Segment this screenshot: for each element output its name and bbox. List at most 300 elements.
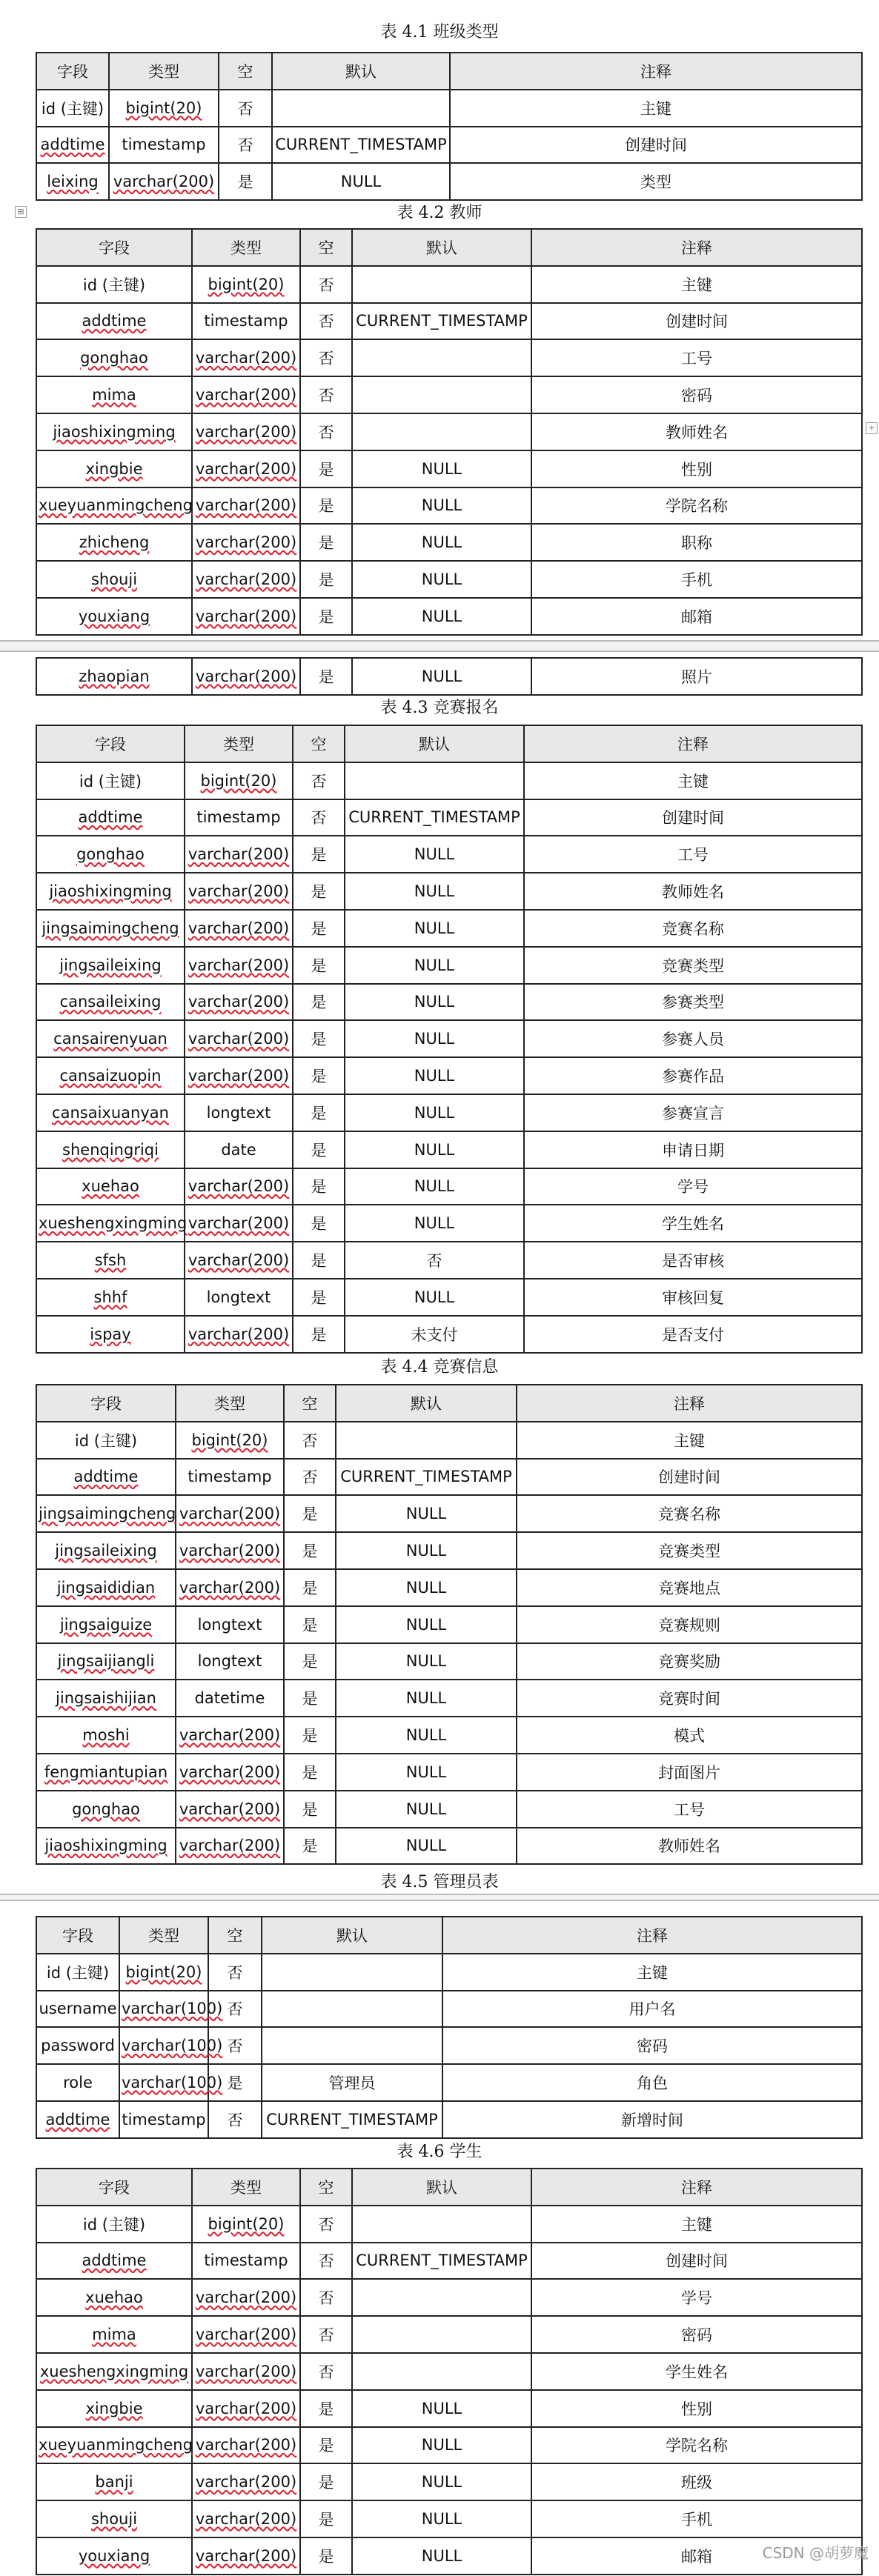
- table-cell: [524, 1279, 862, 1316]
- cell-text: NULL: [405, 1542, 447, 1560]
- cell-text: 工号: [674, 1800, 705, 1819]
- column-header: 类型: [192, 229, 300, 266]
- table-cell: [336, 1717, 517, 1754]
- table-cell: [517, 1680, 862, 1717]
- table-cell: [36, 762, 185, 799]
- cell-text: varchar(200): [195, 386, 297, 405]
- column-header: 字段: [36, 229, 192, 266]
- cell-text: NULL: [421, 667, 462, 685]
- cell-text: longtext: [206, 1103, 271, 1122]
- table-cell: [284, 1791, 336, 1828]
- table-cell: [300, 413, 352, 450]
- table-move-handle-icon[interactable]: ⊞: [15, 206, 27, 218]
- table-cell: [531, 2243, 862, 2280]
- table-cell: [284, 1569, 336, 1606]
- column-header: 空: [300, 2169, 352, 2206]
- table-cell: [36, 1643, 176, 1680]
- table-cell: [284, 1680, 336, 1717]
- table-cell: [192, 2390, 300, 2427]
- table-cell: [524, 1205, 862, 1242]
- table-cell: [109, 127, 219, 164]
- cell-text: 类型: [640, 173, 671, 192]
- table-cell: [300, 658, 352, 695]
- cell-text: 学院名称: [666, 2437, 728, 2455]
- table-cell: [36, 2316, 192, 2353]
- table-cell: [531, 2463, 862, 2500]
- table-cell: [300, 2463, 352, 2500]
- table-cell: [352, 2206, 531, 2243]
- cell-text: varchar(100): [122, 2074, 223, 2092]
- table-cell: [176, 1606, 284, 1643]
- cell-text: varchar(200): [195, 607, 297, 625]
- table-cell: [300, 2243, 352, 2280]
- cell-text: shouji: [90, 570, 138, 589]
- cell-text: 否: [318, 2363, 334, 2381]
- cell-text: date: [221, 1140, 256, 1159]
- cell-text: 否: [318, 387, 334, 405]
- cell-text: 封面图片: [658, 1763, 720, 1782]
- table-cell: [185, 799, 293, 836]
- cell-text: NULL: [414, 1214, 455, 1233]
- cell-text: NULL: [405, 1689, 447, 1708]
- cell-text: 是: [311, 1031, 327, 1049]
- table-cell: [36, 799, 185, 836]
- cell-text: xuehao: [85, 2289, 143, 2307]
- cell-text: 否: [311, 809, 327, 828]
- cell-text: varchar(200): [195, 2362, 297, 2380]
- table-cell: [219, 127, 272, 164]
- cell-text: 手机: [681, 2511, 712, 2529]
- column-header: 注释: [524, 725, 862, 762]
- table-cell: [36, 2463, 192, 2500]
- table-cell: [36, 2101, 119, 2138]
- table-cell: [284, 1606, 336, 1643]
- table-cell: [192, 266, 300, 303]
- table-row: [36, 836, 862, 873]
- table-cell: [36, 1495, 176, 1532]
- table-row: [36, 2243, 862, 2280]
- cell-text: NULL: [414, 993, 455, 1011]
- table-cell: [524, 799, 862, 836]
- table-cell: [262, 1991, 442, 2028]
- table-cell: [293, 1205, 345, 1242]
- table-cell: [109, 163, 219, 200]
- cell-text: mima: [92, 2326, 136, 2344]
- cell-text: NULL: [421, 607, 462, 625]
- table-row: [36, 762, 862, 799]
- cell-text: 手机: [681, 571, 712, 590]
- table-cell: [176, 1717, 284, 1754]
- cell-text: NULL: [421, 570, 462, 589]
- table-cell: [36, 2064, 119, 2101]
- cell-text: shhf: [93, 1288, 127, 1306]
- cell-text: leixing: [47, 173, 99, 191]
- cell-text: 是: [318, 2474, 334, 2492]
- table-cell: [352, 2537, 531, 2575]
- table-cell: [300, 2537, 352, 2575]
- cell-text: 竞赛奖励: [658, 1653, 720, 1671]
- table-cell: [352, 2353, 531, 2390]
- table-cell: [300, 339, 352, 376]
- table-cell: [293, 947, 345, 984]
- table-row: [36, 873, 862, 910]
- cell-text: NULL: [421, 2546, 462, 2565]
- table-row: [36, 266, 862, 303]
- cell-text: 否: [237, 99, 253, 118]
- cell-text: varchar(200): [188, 1177, 290, 1196]
- cell-text: 教师姓名: [666, 423, 728, 442]
- cell-text: 创建时间: [666, 313, 728, 331]
- table-cell: [36, 127, 109, 164]
- table-cell: [176, 1643, 284, 1680]
- cell-text: jiaoshixingming: [44, 1837, 167, 1855]
- cell-text: varchar(200): [195, 2326, 297, 2344]
- table-cell: [345, 947, 524, 984]
- cell-text: 职称: [681, 534, 712, 553]
- cell-text: NULL: [414, 956, 455, 974]
- cell-text: CURRENT_TIMESTAMP: [356, 2251, 528, 2270]
- table-cell: [192, 2279, 300, 2316]
- cell-text: 否: [227, 1963, 243, 1982]
- table-row: [36, 2463, 862, 2500]
- cell-text: varchar(200): [195, 570, 297, 589]
- table-cell: [352, 266, 531, 303]
- table-cell: [119, 2101, 208, 2138]
- cell-text: NULL: [405, 1763, 447, 1781]
- table-cell: [517, 1459, 862, 1496]
- cell-text: 工号: [677, 846, 709, 865]
- table-cell: [293, 1242, 345, 1279]
- column-header: 默认: [352, 229, 531, 266]
- table-cell: [185, 1168, 293, 1205]
- cell-text: NULL: [405, 1837, 447, 1855]
- table-cell: [531, 658, 862, 695]
- table-cell: [36, 658, 192, 695]
- table-cell: [345, 1057, 524, 1094]
- cell-text: 是: [302, 1579, 318, 1597]
- cell-text: 是: [318, 2400, 334, 2418]
- cell-text: 否: [318, 2326, 334, 2345]
- table-cell: [517, 1828, 862, 1865]
- table-cell: [284, 1828, 336, 1865]
- table-cell: [192, 658, 300, 695]
- table-cell: [531, 2316, 862, 2353]
- cell-text: 工号: [681, 350, 712, 368]
- table-cell: [192, 487, 300, 525]
- table-cell: [284, 1459, 336, 1496]
- table-cell: [36, 1316, 185, 1353]
- table-cell: [262, 2027, 442, 2064]
- table-cell: [300, 2427, 352, 2464]
- table-cell: [208, 1954, 262, 1991]
- table-cell: [352, 2500, 531, 2537]
- table-cell: [524, 873, 862, 910]
- cell-text: 是: [318, 608, 334, 626]
- cell-text: NULL: [414, 919, 455, 937]
- table-header-row: [36, 1917, 862, 1954]
- table-cell: [272, 127, 450, 164]
- column-header: 注释: [517, 1385, 862, 1422]
- table-caption: 表 4.6 学生: [397, 2143, 482, 2161]
- table-cell: [185, 1242, 293, 1279]
- cell-text: password: [41, 2037, 115, 2055]
- cell-text: shouji: [90, 2510, 138, 2529]
- cell-text: 是: [311, 956, 327, 975]
- table-row: [36, 1459, 862, 1496]
- table-cell: [284, 1754, 336, 1791]
- table-cell: [185, 1057, 293, 1094]
- cell-text: varchar(200): [179, 1837, 281, 1855]
- table-cell: [36, 873, 185, 910]
- table-cell: [36, 1020, 185, 1057]
- table-cell: [176, 1422, 284, 1459]
- table-caption: 表 4.2 教师: [397, 204, 482, 222]
- table-cell: [300, 450, 352, 487]
- cell-text: varchar(200): [188, 882, 290, 901]
- cell-text: 学号: [681, 2289, 712, 2308]
- cell-text: addtime: [45, 2110, 110, 2129]
- table-cell: [36, 303, 192, 340]
- cell-text: timestamp: [188, 1468, 272, 1486]
- cell-text: 学号: [677, 1178, 709, 1197]
- schema-table: [36, 228, 863, 636]
- table-cell: [336, 1606, 517, 1643]
- table-cell: [352, 561, 531, 598]
- cell-text: 参赛宣言: [662, 1104, 724, 1122]
- column-header: 类型: [185, 725, 293, 762]
- table-cell: [517, 1606, 862, 1643]
- cell-text: youxiang: [78, 607, 150, 625]
- cell-text: varchar(200): [195, 667, 297, 685]
- column-header: 类型: [192, 2169, 300, 2206]
- schema-table: [36, 52, 863, 201]
- table-cell: [219, 163, 272, 200]
- table-cell: [36, 2206, 192, 2243]
- table-cell: [524, 984, 862, 1021]
- cell-text: zhaopian: [79, 667, 150, 685]
- table-cell: [272, 163, 450, 200]
- table-cell: [36, 1828, 176, 1865]
- cell-text: varchar(100): [122, 2037, 223, 2055]
- cell-text: 是: [237, 173, 253, 192]
- table-header-row: [36, 1385, 862, 1422]
- table-cell: [36, 2427, 192, 2464]
- cell-text: 学院名称: [666, 497, 728, 516]
- table-cell: [185, 1279, 293, 1316]
- cell-text: varchar(200): [179, 1542, 281, 1560]
- schema-table: [36, 1384, 863, 1865]
- cell-text: varchar(200): [195, 2510, 297, 2529]
- table-cell: [293, 799, 345, 836]
- table-cell: [524, 836, 862, 873]
- table-cell: [345, 1279, 524, 1316]
- cell-text: timestamp: [204, 312, 288, 330]
- cell-text: 邮箱: [681, 608, 712, 626]
- table-row: [36, 376, 862, 413]
- table-row: [36, 1131, 862, 1168]
- cell-text: 主键: [681, 2215, 712, 2234]
- cell-text: NULL: [405, 1652, 447, 1671]
- cell-text: 教师姓名: [658, 1837, 720, 1856]
- table-cell: [531, 598, 862, 635]
- table-cell: [176, 1680, 284, 1717]
- cell-text: 是: [311, 1068, 327, 1086]
- table-cell: [336, 1828, 517, 1865]
- table-cell: [293, 762, 345, 799]
- table-cell: [336, 1532, 517, 1569]
- table-cell: [293, 1168, 345, 1205]
- table-cell: [531, 339, 862, 376]
- table-cell: [336, 1569, 517, 1606]
- table-cell: [336, 1422, 517, 1459]
- cell-text: cansairenyuan: [53, 1030, 167, 1048]
- table-cell: [185, 873, 293, 910]
- column-header: 注释: [450, 53, 862, 90]
- cell-text: NULL: [421, 459, 462, 478]
- cell-text: 创建时间: [625, 136, 687, 155]
- table-cell: [442, 1954, 862, 1991]
- cell-text: 竞赛地点: [658, 1579, 720, 1597]
- table-cell: [119, 1954, 208, 1991]
- table-cell: [36, 266, 192, 303]
- cell-text: 竞赛规则: [658, 1616, 720, 1634]
- table-cell: [192, 561, 300, 598]
- cell-text: 否: [311, 772, 327, 791]
- cell-text: varchar(200): [195, 2289, 297, 2307]
- cell-text: 学生姓名: [666, 2363, 728, 2381]
- cell-text: jingsaimingcheng: [39, 1505, 176, 1523]
- cell-text: 否: [227, 2037, 243, 2056]
- cell-text: xueshengxingming: [39, 1214, 188, 1233]
- cell-text: 密码: [681, 2326, 712, 2345]
- table-cell: [442, 1991, 862, 2028]
- table-row: [36, 984, 862, 1021]
- table-cell: [36, 2537, 192, 2575]
- table-cell: [36, 1532, 176, 1569]
- cell-text: cansaizuopin: [59, 1067, 162, 1085]
- table-cell: [192, 2500, 300, 2537]
- table-cell: [284, 1532, 336, 1569]
- table-row: [36, 1680, 862, 1717]
- table-cell: [531, 2390, 862, 2427]
- cell-text: 是: [302, 1505, 318, 1524]
- table-cell: [192, 376, 300, 413]
- table-row: [36, 303, 862, 340]
- table-cell: [185, 984, 293, 1021]
- table-row: [36, 910, 862, 947]
- column-header: 空: [293, 725, 345, 762]
- cell-text: xingbie: [85, 459, 143, 478]
- table-cell: [352, 303, 531, 340]
- table-cell: [284, 1643, 336, 1680]
- cell-text: 申请日期: [662, 1141, 724, 1159]
- table-cell: [36, 1569, 176, 1606]
- table-cell: [36, 1057, 185, 1094]
- cell-text: NULL: [414, 845, 455, 864]
- table-cell: [36, 163, 109, 200]
- table-cell: [36, 1991, 119, 2028]
- cell-text: 教师姓名: [662, 883, 724, 902]
- table-cell: [442, 2027, 862, 2064]
- cell-text: bigint(20): [208, 2214, 285, 2233]
- cell-text: jingsaishijian: [56, 1689, 156, 1708]
- table-cell: [531, 2427, 862, 2464]
- table-cell: [185, 1094, 293, 1131]
- table-cell: [36, 1279, 185, 1316]
- column-header: 字段: [36, 725, 185, 762]
- table-row: [36, 90, 862, 127]
- cell-text: NULL: [414, 1177, 455, 1196]
- cell-text: NULL: [421, 2399, 462, 2417]
- add-column-handle-icon[interactable]: +: [866, 422, 878, 434]
- column-header: 默认: [345, 725, 524, 762]
- table-caption: 表 4.4 竞赛信息: [380, 1358, 499, 1377]
- cell-text: varchar(200): [113, 173, 215, 191]
- table-cell: [531, 303, 862, 340]
- table-row: [36, 1279, 862, 1316]
- table-row: [36, 1791, 862, 1828]
- table-cell: [352, 2390, 531, 2427]
- cell-text: bigint(20): [208, 275, 285, 293]
- cell-text: xingbie: [85, 2399, 143, 2417]
- cell-text: NULL: [421, 496, 462, 515]
- column-header: 空: [219, 53, 272, 90]
- table-cell: [176, 1791, 284, 1828]
- table-cell: [352, 2427, 531, 2464]
- cell-text: 是: [318, 534, 334, 553]
- cell-text: jingsaididian: [56, 1578, 156, 1597]
- table-row: [36, 127, 862, 164]
- table-cell: [531, 2500, 862, 2537]
- table-header-row: [36, 2169, 862, 2206]
- schema-table: [36, 2168, 863, 2575]
- page-break-separator: [0, 1894, 879, 1901]
- table-cell: [517, 1422, 862, 1459]
- table-cell: [36, 2279, 192, 2316]
- cell-text: varchar(200): [195, 422, 297, 441]
- table-row: [36, 1168, 862, 1205]
- cell-text: 是: [318, 497, 334, 516]
- cell-text: NULL: [340, 173, 382, 191]
- column-header: 注释: [442, 1917, 862, 1954]
- cell-text: 照片: [681, 668, 712, 686]
- cell-text: 新增时间: [621, 2111, 683, 2129]
- table-cell: [185, 1205, 293, 1242]
- table-cell: [352, 658, 531, 695]
- cell-text: id (主键): [82, 276, 146, 294]
- cell-text: 是: [311, 1104, 327, 1122]
- cell-text: id (主键): [82, 2215, 146, 2234]
- cell-text: varchar(200): [188, 956, 290, 974]
- table-cell: [176, 1828, 284, 1865]
- cell-text: CURRENT_TIMESTAMP: [275, 136, 447, 154]
- cell-text: xueyuanmingcheng: [39, 496, 193, 515]
- table-cell: [531, 413, 862, 450]
- cell-text: 是: [311, 883, 327, 902]
- column-header: 类型: [119, 1917, 208, 1954]
- cell-text: varchar(100): [122, 2000, 223, 2018]
- cell-text: 否: [318, 423, 334, 442]
- cell-text: moshi: [82, 1726, 130, 1745]
- table-cell: [345, 1316, 524, 1353]
- table-cell: [531, 376, 862, 413]
- cell-text: varchar(200): [195, 2546, 297, 2565]
- table-cell: [352, 413, 531, 450]
- table-cell: [345, 1094, 524, 1131]
- table-caption: 表 4.3 竞赛报名: [380, 699, 499, 717]
- table-cell: [524, 947, 862, 984]
- cell-text: NULL: [405, 1578, 447, 1597]
